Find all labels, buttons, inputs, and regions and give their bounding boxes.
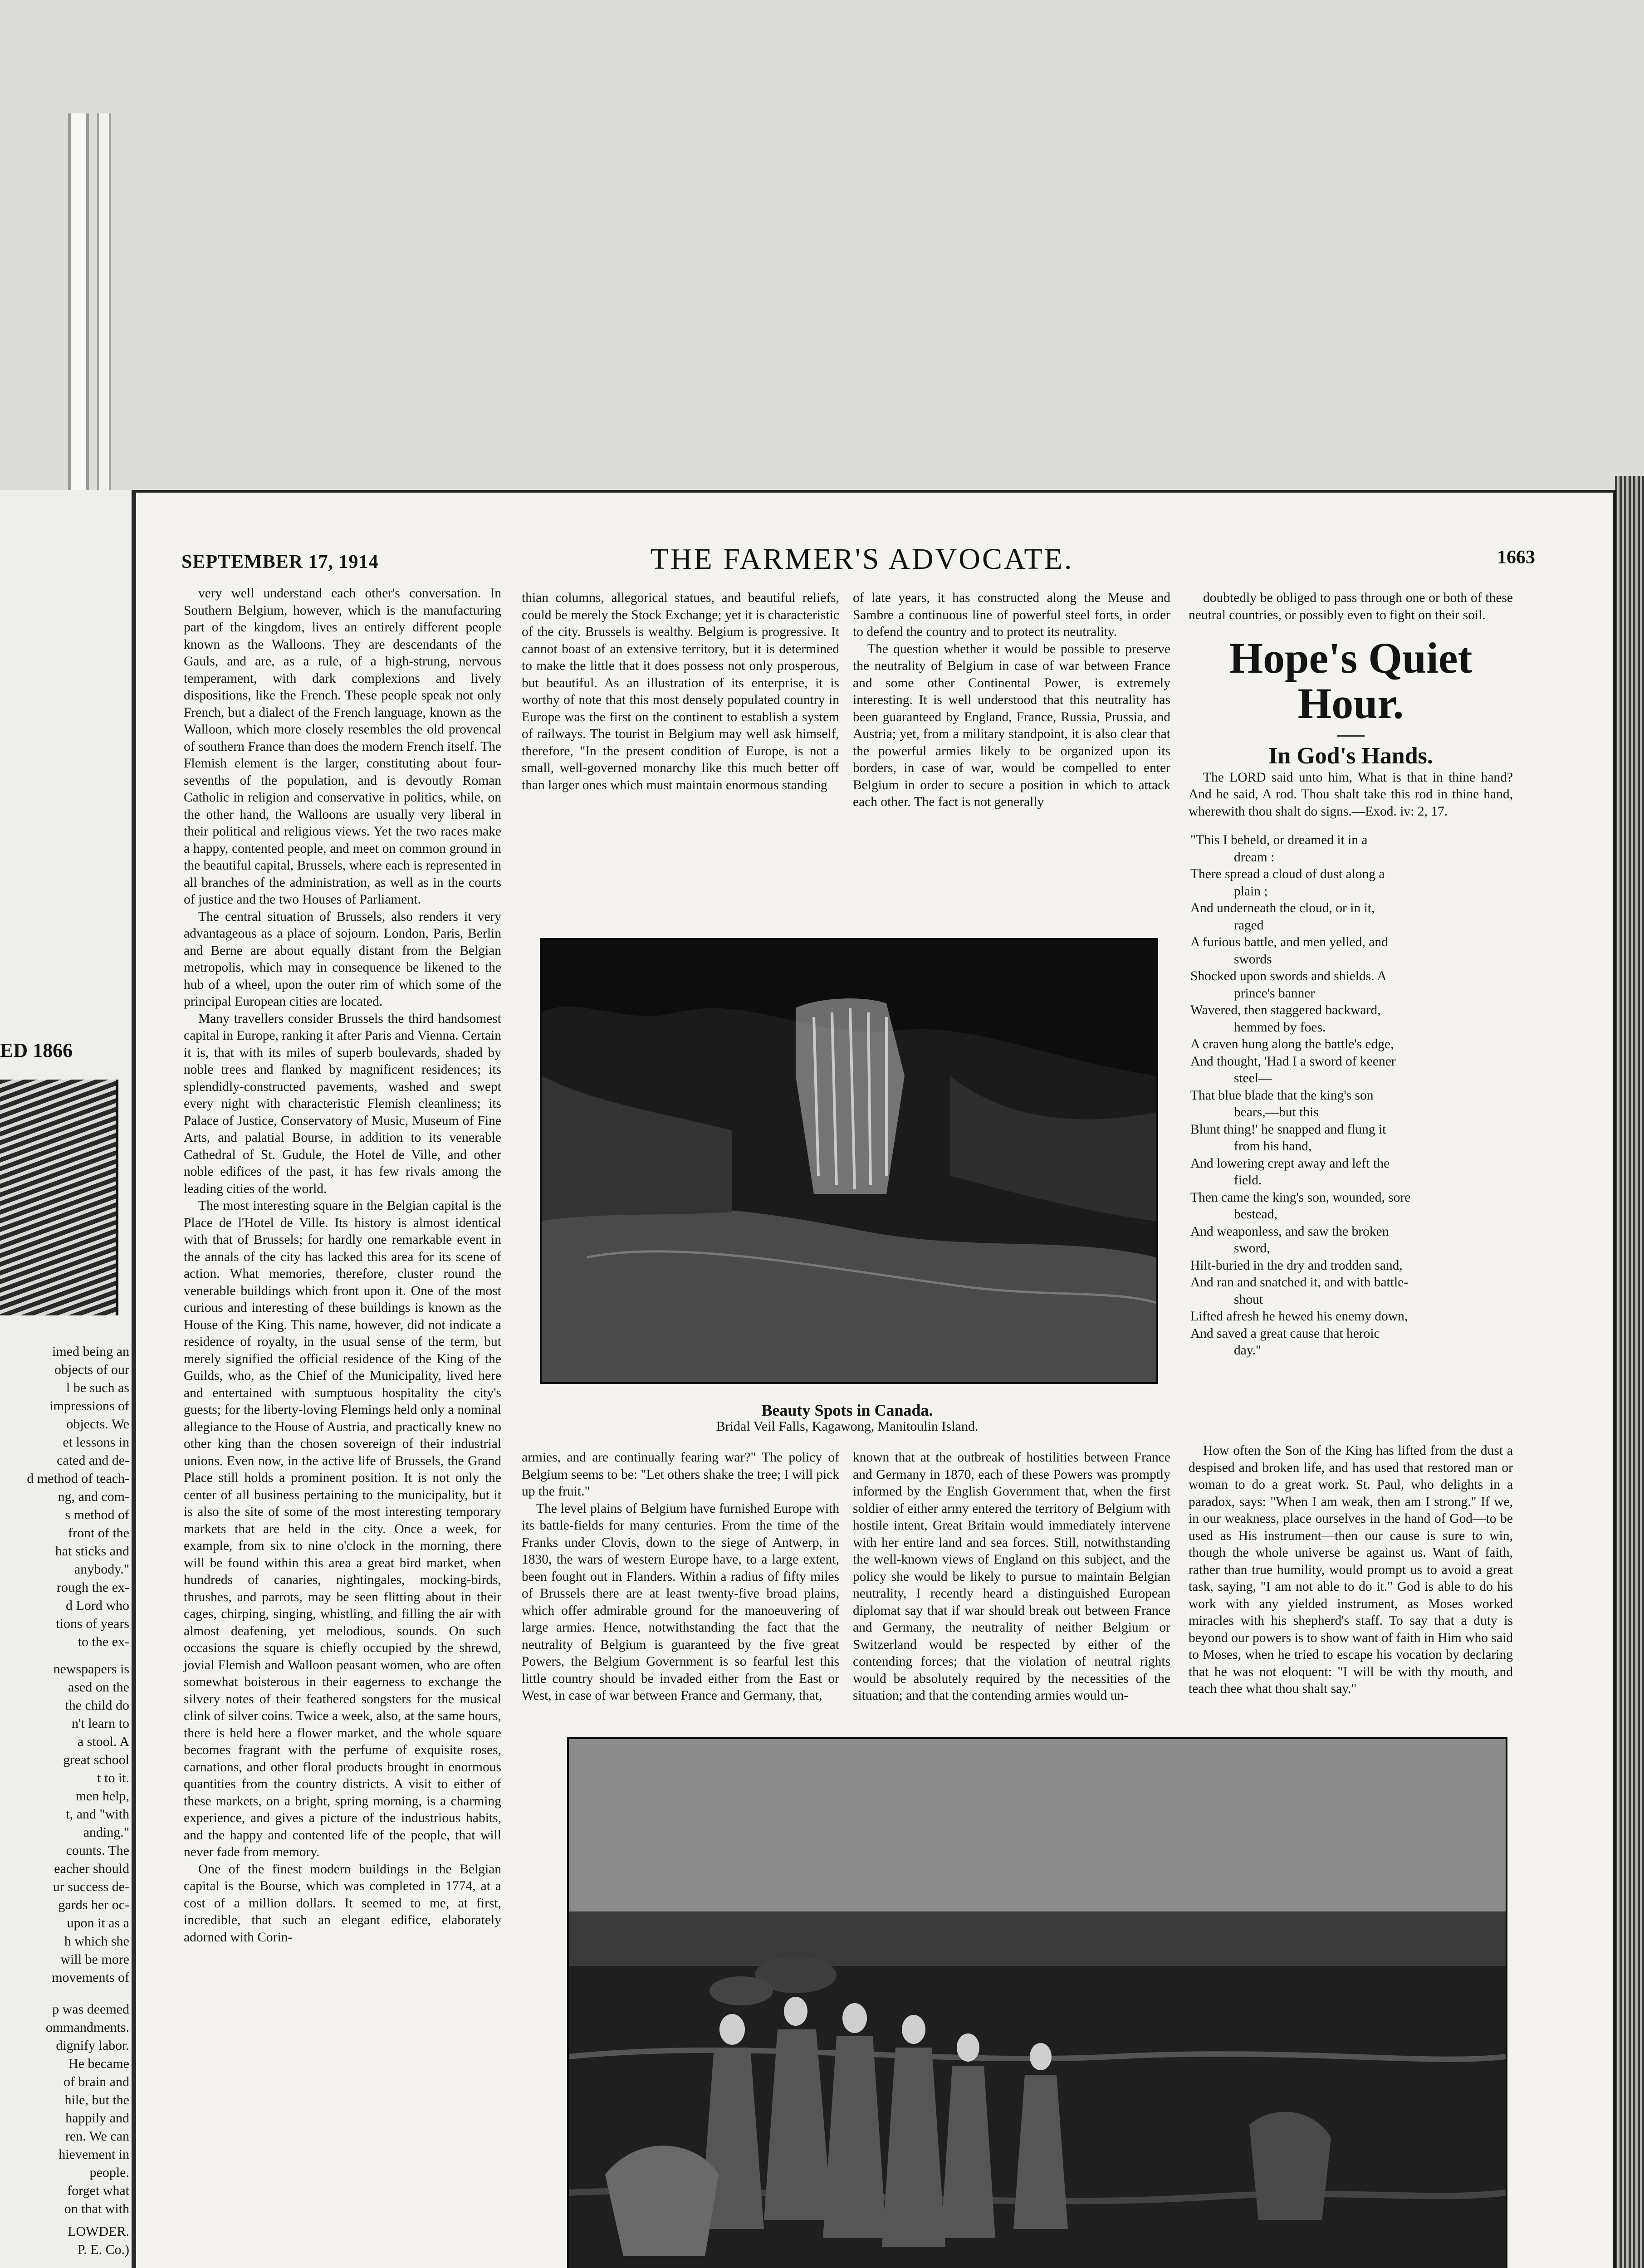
article-paragraph: thian columns, allegorical statues, and beautiful reliefs, could be merely the Stock Exchange; yet it is characteristic of the city. Brussels is wealthy. Belgium is progressive. It cannot boast of an extensive territory, but it is determined to make the little that it does possess not only prosperous, but beautiful. As an illustration of its enterprise, it is worthy of note that this most densely populated country in Europe was the first on the continent to establish a system of railways. The tourist in Belgium may well ask himself, therefore, "In the present condition of Europe, is not a small, well-governed monarchy like this much better off than larger ones which must maintain enormous standing	[522, 591, 839, 792]
poem-line: Wavered, then staggered backward,	[1190, 1003, 1381, 1017]
facing-page-line: a stool. A	[77, 1734, 129, 1749]
article-column-3	[853, 590, 1170, 811]
facing-page-line: hile, but the	[64, 2092, 129, 2107]
facing-page-line: to the ex-	[78, 1634, 129, 1649]
poem-line: "This I beheld, or dreamed it in a	[1190, 833, 1368, 847]
article-paragraph: Many travellers consider Brussels the third handsomest capital in Europe, ranking it after Paris and Vienna. Certain it is, that with its miles of superb boulevards, shaded by noble trees and flanked by magnificent residences; its splendidly-constructed pavements, washed and swept every night with characteristic Flemish cleanliness; its Palace of Justice, Conservatory of Music, Museum of Fine Arts, and palatial Bourse, in addition to its venerable Cathedral of St. Gudule, the Hotel de Ville, and other noble edifices of the past, it has few rivals among the leading cities of the world.	[184, 1011, 501, 1196]
facing-page-text-a	[0, 1343, 129, 1651]
article-column-1	[184, 585, 501, 1946]
scripture-verse: The LORD said unto him, What is that in thine hand? And he said, A rod. Thou shalt take this rod in thine hand, wherewith thou shalt do signs.—Exod. iv: 2, 17.	[1189, 770, 1513, 819]
facing-page-line: anding."	[83, 1825, 129, 1840]
facing-page-line: the child do	[65, 1698, 129, 1713]
facing-page-illustration	[0, 1080, 118, 1315]
facing-page-line: objects. We	[66, 1417, 129, 1432]
poem-line: dream :	[1234, 850, 1275, 865]
gleaners-image	[569, 1739, 1506, 2268]
poem-line: And underneath the cloud, or in it,	[1190, 901, 1375, 915]
poem-line: prince's banner	[1234, 986, 1315, 1001]
poem-line: A craven hung along the battle's edge,	[1190, 1037, 1394, 1051]
facing-page-line: t, and "with	[66, 1807, 129, 1822]
facing-page-line: n't learn to	[71, 1716, 129, 1731]
facing-page-line: gards her oc-	[58, 1897, 129, 1912]
facing-page-line: ur success de-	[53, 1879, 129, 1894]
waterfall-image	[542, 940, 1156, 1382]
poem-line: And saved a great cause that heroic	[1190, 1326, 1380, 1341]
poem-line: raged	[1234, 918, 1264, 933]
issue-date: SEPTEMBER 17, 1914	[181, 552, 379, 572]
facing-page-line: P. E. Co.)	[77, 2242, 129, 2257]
poem-line: day."	[1234, 1343, 1262, 1358]
hope-title-line-2: Hour.	[1297, 679, 1404, 728]
article-paragraph: known that at the outbreak of hostilities between France and Germany in 1870, each of these Powers was promptly informed by the English Government that, when the first soldier of either army entered the territory of Belgium with hostile intent, Great Britain would immediately intervene with her entire land and sea forces. Still, notwithstanding the well-known views of England on this subject, and the policy she would be likely to pursue to maintain Belgian neutrality, I recently heard a distinguished European diplomat say that if war should break out between France and Germany, the neutrality of neither Belgium or Switzerland would be respected by either of the contending forces; that the violation of neutral rights would be absolutely required by the necessities of the situation; and that the contending armies would un-	[853, 1450, 1170, 1703]
poem-line: Hilt-buried in the dry and trodden sand,	[1190, 1258, 1403, 1273]
facing-page-line: happily and	[65, 2111, 129, 2126]
facing-page-text-b	[0, 1660, 129, 1987]
article-continuation: doubtedly be obliged to pass through one or both of these neutral countries, or possibly even to fight on their soil.	[1189, 591, 1513, 622]
article-paragraph: The question whether it would be possible to preserve the neutrality of Belgium in case of war between France and some other Continental Power, is extremely interesting. It is well understood that this neutrality has been guaranteed by England, France, Russia, Prussia, and Austria; yet, from a military standpoint, it is also clear that the powerful armies likely to be organized upon its borders, in case of war, would be compelled to enter Belgium in order to secure a position in which to attack each other. The fact is not generally	[853, 641, 1170, 809]
facing-page-line: p was deemed	[52, 2002, 129, 2017]
article-column-2	[522, 590, 839, 794]
gleaners-painting	[567, 1737, 1507, 2268]
facing-page-line: l be such as	[66, 1380, 129, 1395]
poem-line: bestead,	[1234, 1207, 1277, 1222]
facing-page-line: anybody."	[74, 1562, 129, 1577]
poem-line: Then came the king's son, wounded, sore	[1190, 1190, 1411, 1205]
facing-page-line: eacher should	[54, 1861, 129, 1876]
facing-page-line: dignify labor.	[56, 2038, 129, 2053]
facing-page-line: men help,	[75, 1789, 129, 1804]
poem-line: steel—	[1234, 1071, 1272, 1085]
hope-quiet-hour-body	[1189, 1442, 1513, 1698]
facing-page-line: d Lord who	[66, 1598, 129, 1613]
hope-title-line-1: Hope's Quiet	[1229, 634, 1473, 682]
poem-line: Shocked upon swords and shields. A	[1190, 969, 1387, 983]
poem-line: Blunt thing!' he snapped and flung it	[1190, 1122, 1386, 1137]
facing-page-line: people.	[89, 2165, 129, 2180]
facing-page-line: imed being an	[52, 1344, 129, 1359]
publication-title: THE FARMER'S ADVOCATE.	[650, 543, 1074, 576]
article-paragraph: very well understand each other's conversation. In Southern Belgium, however, which is the manufacturing part of the kingdom, lives an entirely different people known as the Walloons. They are descendants of the Gauls, and are, as a rule, of a high-strung, nervous temperament, with dark complexions and lively dispositions, like the French. These people speak not only French, but a dialect of the French language, known as the Walloon, which more closely resembles the old provencal of southern France than does the modern French itself. The Flemish element is the larger, constituting about four-sevenths of the population, and is devoutly Roman Catholic in religion and conservative in politics, while, on the other hand, the Walloons are usually very liberal in their political and religious views. Yet the two races make a happy, contented people, and meet on common ground in the beautiful capital, Brussels, where each is represented in all branches of the administration, as well as in the courts of justice and the two Houses of Parliament.	[184, 586, 501, 907]
poem-line: That blue blade that the king's son	[1190, 1088, 1374, 1103]
poem-line: Lifted afresh he hewed his enemy down,	[1190, 1309, 1408, 1324]
hope-subtitle: In God's Hands.	[1268, 743, 1433, 769]
poem-line: A furious battle, and men yelled, and	[1190, 935, 1388, 949]
article-column-2-lower	[522, 1449, 839, 1705]
waterfall-photo	[540, 938, 1158, 1384]
page-edges	[1615, 476, 1644, 2268]
facing-page-line: of brain and	[64, 2074, 129, 2089]
poem-line: And thought, 'Had I a sword of keener	[1190, 1054, 1396, 1069]
poem	[1189, 832, 1513, 1359]
facing-page-line: ng, and com-	[58, 1489, 129, 1504]
hope-quiet-hour-title	[1189, 635, 1513, 726]
facing-page-line: d method of teach-	[27, 1471, 129, 1486]
facing-page-line: hievement in	[59, 2147, 129, 2162]
facing-page-line: t to it.	[97, 1770, 129, 1785]
poem-line: from his hand,	[1234, 1139, 1312, 1154]
facing-page-line: upon it as a	[67, 1916, 129, 1931]
poem-line: And ran and snatched it, and with battle-	[1190, 1275, 1409, 1290]
article-paragraph: The central situation of Brussels, also renders it very advantageous as a place of sojourn. London, Paris, Berlin and Berne are about equally distant from the Belgian metropolis, which may in consequence be likened to the hub of a wheel, upon the outer rim of which some of the principal European cities are located.	[184, 909, 501, 1009]
facing-page-line: tions of years	[56, 1616, 129, 1631]
poem-line: swords	[1234, 952, 1272, 967]
facing-page-line: ren. We can	[65, 2129, 129, 2144]
facing-page-line: great school	[63, 1752, 129, 1767]
facing-page-line: h which she	[64, 1934, 129, 1949]
facing-page-text-c	[0, 2000, 129, 2218]
facing-page-line: will be more	[60, 1952, 129, 1967]
facing-page-line: ommandments.	[45, 2020, 129, 2035]
poem-line: bears,—but this	[1234, 1105, 1319, 1119]
facing-page-line: on that with	[64, 2201, 129, 2216]
article-paragraph: The most interesting square in the Belgian capital is the Place de l'Hotel de Ville. Its history is almost identical with that of Brussels; for hardly one remarkable event in the annals of the city has lacked this area for its scene of action. What memories, therefore, cluster round the venerable buildings which front upon it. One of the most curious and interesting of these buildings is known as the House of the King. This name, however, did not indicate a residence of royalty, in the usual sense of the term, but merely signified the official residence of the King of the Guilds, who, as the Chief of the Municipality, lived here and entertained with sumptuous hospitality the city's guests; for the liberty-loving Flemings held only a nominal allegiance to the House of Austria, and practically knew no other king than the chosen sovereign of their industrial unions. Even now, in the active life of Brussels, the Grand Place still holds a prominent position. It is not only the center of all business pertaining to the municipality, but it is also the site of some of the most interesting temporary markets that are held in the city. Once a week, for example, from six to nine o'clock in the morning, there will be found within this area a great bird market, when hundreds of canaries, nightingales, mocking-birds, thrushes, and parrots, may be seen flitting about in their cages, chirping, singing, whistling, and filling the air with almost deafening, yet melodious, sounds. On such occasions the square is chiefly occupied by the shrewd, jovial Flemish and Walloon peasant women, who are often somewhat boisterous in their eagerness to exchange the silvery notes of their feathered songsters for the musical clink of silver coins. Twice a week, also, at the same hours, there is held here a flower market, and the whole square becomes fragrant with the perfume of exquisite roses, carnations, and other floral products brought in enormous quantities from the country districts. A visit to either of these markets, on a bright, spring morning, is a charming experience, and gives a picture of the industrious habits, and the happy and contented life of the people, that will never fade from memory.	[184, 1198, 501, 1859]
facing-page-line: counts. The	[66, 1843, 129, 1858]
facing-page-line: front of the	[68, 1525, 129, 1540]
facing-page-line: movements of	[52, 1970, 129, 1985]
poem-line: shout	[1234, 1292, 1263, 1307]
article-column-3-lower	[853, 1449, 1170, 1705]
article-paragraph: of late years, it has constructed along the Meuse and Sambre a continuous line of powerful steel forts, in order to defend the country and to protect its neutrality.	[853, 591, 1170, 639]
facing-page-line: et lessons in	[63, 1435, 129, 1450]
poem-line: field.	[1234, 1173, 1262, 1188]
photo-caption-beauty-spots: Beauty Spots in Canada.	[761, 1401, 933, 1419]
title-divider	[1337, 735, 1365, 737]
facing-page-line: He became	[68, 2056, 129, 2071]
hope-quiet-hour-column	[1189, 590, 1513, 1359]
facing-page-line: cated and de-	[57, 1453, 129, 1468]
facing-page-line: hat sticks and	[55, 1544, 129, 1559]
poem-line: hemmed by foes.	[1234, 1020, 1326, 1035]
facing-page-line: newspapers is	[53, 1662, 129, 1677]
article-paragraph: armies, and are continually fearing war?" The policy of Belgium seems to be: "Let others shake the tree; I will pick up the fruit."	[522, 1450, 839, 1499]
facing-page-signature	[0, 2223, 129, 2259]
poem-line: And weaponless, and saw the broken	[1190, 1224, 1389, 1239]
facing-page-strip	[0, 490, 136, 2268]
facing-page-line: impressions of	[49, 1398, 129, 1413]
poem-line: There spread a cloud of dust along a	[1190, 867, 1385, 881]
facing-page-line: rough the ex-	[57, 1580, 129, 1595]
poem-line: plain ;	[1234, 884, 1268, 899]
facing-page-line: s method of	[65, 1507, 129, 1522]
article-paragraph: One of the finest modern buildings in the Belgian capital is the Bourse, which was completed in 1774, at a cost of a million dollars. It seemed to me, at first, incredible, that such an elegant edifice, elaborately adorned with Corin-	[184, 1862, 501, 1945]
facing-page-header: ED 1866	[0, 1039, 73, 1061]
article-paragraph: How often the Son of the King has lifted from the dust a despised and broken life, and has used that restored man or woman to do a great work. St. Paul, who delights in a paradox, says: "When I am weak, then am I strong." If we, in our weakness, place ourselves in the hand of God—to be used as His instrument—then our cause is sure to win, though the whole universe be against us. Want of faith, rather than true humility, would prompt us to avoid a great task, saying, "I am not able to do it." God is able to do his work with any yielded instrument, as Moses worked miracles with his shepherd's staff. To say that a duty is beyond our powers is to show want of faith in Him who said to Moses, when he tried to escape his vocation by declaring that he was not eloquent: "I will be with thy mouth, and teach thee what thou shalt say."	[1189, 1443, 1513, 1696]
facing-page-line: objects of our	[54, 1362, 129, 1377]
facing-page-line: forget what	[67, 2183, 129, 2198]
facing-page-line: LOWDER.	[68, 2224, 129, 2239]
photo-subcaption-bridal-veil: Bridal Veil Falls, Kagawong, Manitoulin Island.	[716, 1419, 979, 1434]
page-number: 1663	[1497, 547, 1535, 568]
poem-line: sword,	[1234, 1241, 1270, 1256]
facing-page-line: ased on the	[68, 1680, 129, 1695]
poem-line: And lowering crept away and left the	[1190, 1156, 1390, 1171]
article-paragraph: The level plains of Belgium have furnished Europe with its battle-fields for many centuries. From the time of the Franks under Clovis, down to the siege of Antwerp, in 1830, the wars of western Europe have, to a large extent, been fought out in Flanders. Within a radius of fifty miles of Brussels there are at least twenty-five broad plains, which offer admirable ground for the manoeuvering of large armies. Hence, notwithstanding the fact that the neutrality of Belgium is guaranteed by the five great Powers, the Belgium Government is so fearful lest this little country should be invaded either from the East or West, in case of war between France and Germany, that,	[522, 1501, 839, 1703]
